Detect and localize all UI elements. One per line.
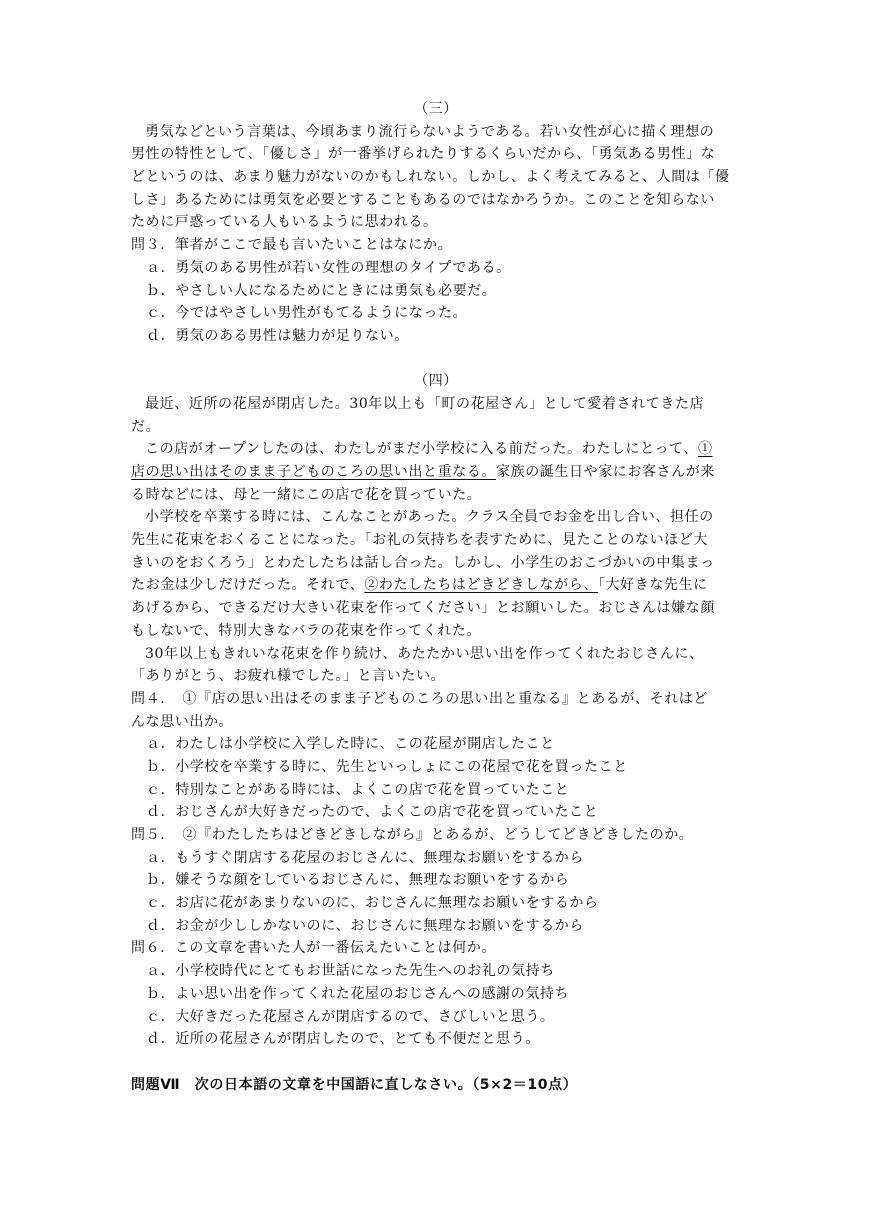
passage-3-line-4: しさ」あるためには勇気を必要とすることもあるのではなかろうか。このことを知らない: [131, 191, 715, 208]
passage-4-p2-line-1: [131, 438, 741, 461]
q5-option-b: ｂ．嫌そうな顔をしているおじさんに、無理なお願いをするから: [146, 872, 570, 889]
underline-marker-1: ①: [697, 441, 713, 458]
question-4-line-2: んな思い出か。: [131, 713, 234, 730]
q6-option-c: ｃ．大好きだった花屋さんが閉店するので、さびしいと思う。: [146, 1008, 555, 1025]
passage-4-p4-line-2: 「ありがとう、お疲れ様でした。」と言いたい。: [131, 668, 446, 685]
passage-4-p2-line-3: る時などには、母と一緒にこの店で花を買っていた。: [131, 486, 482, 503]
q4-option-d: ｄ．おじさんが大好きだったので、よくこの店で花を買っていたこと: [146, 804, 599, 821]
section-3-heading: （三）: [414, 101, 458, 117]
passage-3-line-3: どというのは、あまり魅力がないのかもしれない。しかし、よく考えてみると、人間は「優: [131, 169, 730, 186]
passage-4-p3-line-1: 小学校を卒業する時には、こんなことがあった。クラス全員でお金を出し合い、担任の: [145, 509, 714, 526]
passage-4-p3-line-4: [131, 574, 741, 597]
q3-option-c: ｃ．今ではやさしい男性がもてるようになった。: [146, 305, 468, 322]
q6-option-d: ｄ．近所の花屋さんが閉店したので、とても不便だと思う。: [146, 1031, 540, 1048]
question-4-line-1: 問４． ①『店の思い出はそのまま子どものころの思い出と重なる』とあるが、それはど: [131, 690, 708, 707]
passage-4-p1-line-1: 最近、近所の花屋が閉店した。30年以上も「町の花屋さん」として愛着されてきた店: [145, 395, 705, 412]
passage-4-p1-line-2: だ。: [131, 418, 161, 435]
q4-option-b: ｂ．小学校を卒業する時に、先生といっしょにこの花屋で花を買ったこと: [146, 758, 628, 775]
q5-option-a: ａ．もうすぐ閉店する花屋のおじさんに、無理なお願いをするから: [146, 849, 584, 866]
passage-text: 家族の誕生日や家にお客さんが来: [496, 464, 715, 480]
q5-option-d: ｄ．お金が少ししかないのに、おじさんに無理なお願いをするから: [146, 917, 584, 934]
passage-text: この店がオープンしたのは、わたしがまだ小学校に入る前だった。わたしにとって、: [145, 441, 698, 458]
q4-option-a: ａ．わたしは小学校に入学した時に、この花屋が開店したこと: [146, 736, 555, 753]
passage-4-p3-line-5: あげるから、できるだけ大きい花束を作ってください」とお願いした。おじさんは嫌な顔: [131, 600, 715, 617]
q4-option-c: ｃ．特別なことがある時には、よくこの店で花を買っていたこと: [146, 781, 570, 798]
section-4-heading: （四）: [414, 373, 458, 390]
passage-3-line-2: 男性の特性として、「優しさ」が一番挙げられたりするくらいだから、「勇気ある男性」な: [131, 146, 716, 163]
question-5: 問５． ②『わたしたちはどきどきしながら』とあるが、どうしてどきどきしたのか。: [131, 827, 694, 843]
question-3: 問３．筆者がここで最も言いたいことはなにか。: [131, 237, 453, 254]
spacer: [131, 348, 741, 371]
passage-4-p3-line-3: きいのをおくろう」とわたしたちは話し合った。しかし、小学生のおこづかいの中集まっ: [131, 554, 715, 571]
passage-4-p3-line-2: 先生に花束をおくることになった。「お礼の気持ちを表すために、見たことのないほど大: [131, 532, 708, 549]
passage-3-line-1: 勇気などという言葉は、今頃あまり流行らないようである。若い女性が心に描く理想の: [145, 123, 715, 140]
passage-text: 「大好きな先生に: [597, 577, 708, 594]
question-6: 問６．この文章を書いた人が一番伝えたいことは何か。: [131, 940, 496, 957]
underlined-phrase-2: ②わたしたちはどきどきしながら、: [364, 577, 598, 594]
q3-option-a: ａ．勇気のある男性が若い女性の理想のタイプである。: [146, 259, 511, 276]
underlined-phrase-1: 店の思い出はそのまま子どものころの思い出と重なる。: [131, 464, 496, 480]
passage-4-p4-line-1: 30年以上もきれいな花束を作り続け、あたたかい思い出を作ってくれたおじさんに、: [145, 645, 704, 662]
document-page: [131, 98, 741, 1096]
passage-text: たお金は少しだけだった。それで、: [131, 577, 365, 594]
q3-option-b: ｂ．やさしい人になるためにときには勇気も必要だ。: [146, 282, 497, 299]
q6-option-b: ｂ．よい思い出を作ってくれた花屋のおじさんへの感謝の気持ち: [146, 985, 570, 1002]
q5-option-c: ｃ．お店に花があまりないのに、おじさんに無理なお願いをするから: [146, 895, 599, 912]
q6-option-a: ａ．小学校時代にとてもお世話になった先生へのお礼の気持ち: [146, 963, 555, 980]
passage-4-p3-line-6: もしないで、特別大きなバラの花束を作ってくれた。: [131, 622, 482, 639]
passage-3-line-5: ために戸惑っている人もいるように思われる。: [131, 214, 438, 231]
q3-option-d: ｄ．勇気のある男性は魅力が足りない。: [146, 327, 409, 344]
spacer: [131, 1051, 741, 1074]
passage-4-p2-line-2: [131, 461, 741, 484]
problem-7-title: 問題Ⅶ 次の日本語の文章を中国語に直しなさい。（5×2＝10点）: [131, 1076, 578, 1093]
